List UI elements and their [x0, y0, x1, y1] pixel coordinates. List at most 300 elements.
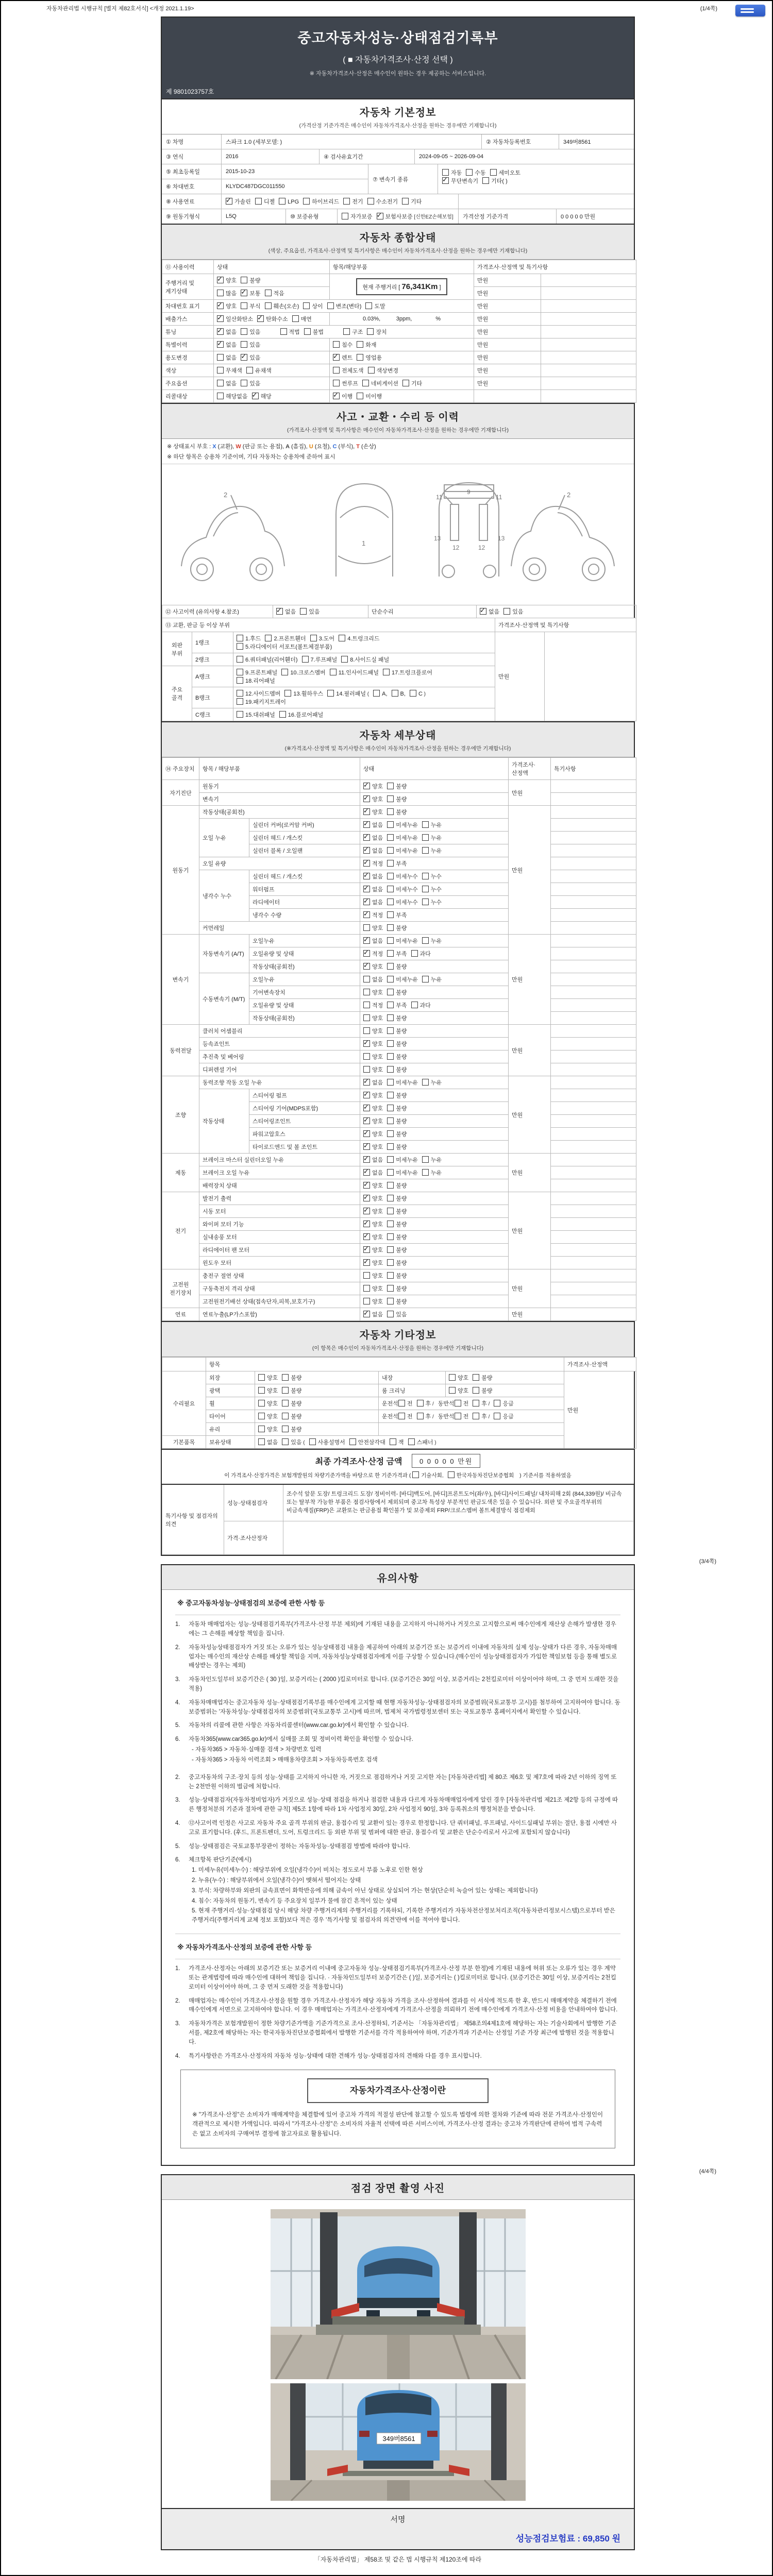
notice-item-text: 중고자동차의 구조·장치 등의 성능·상태를 고지하지 아니한 자, 거짓으로 점검하거나 거짓 고지한 자는 [자동차관리법] 제 80조 제6호 및 제7호에 따라 2년 이하의 징역 또는 2천만원 이하의 벌금에 처합니다.	[189, 1774, 617, 1790]
item-cell	[330, 377, 474, 390]
checkbox-option[interactable]: 14.필러패널 (	[327, 689, 369, 698]
checkbox-option[interactable]: 양호	[363, 1297, 383, 1306]
opinions-table	[162, 1485, 634, 1555]
checkbox-option-checked[interactable]: ✓ 양호	[363, 795, 383, 803]
rank-items	[233, 653, 495, 666]
checkbox-option[interactable]: 누유	[422, 846, 442, 855]
item-label: 배력장치 상태	[199, 1179, 360, 1192]
checkbox-option[interactable]: 부족	[387, 911, 407, 919]
notes-cell	[551, 832, 636, 844]
checkbox-icon	[363, 899, 370, 905]
checkbox-option[interactable]: 누유	[422, 1168, 442, 1177]
checkbox-option[interactable]: 화재	[357, 341, 376, 349]
checkbox-option[interactable]: 있음 (	[282, 1438, 305, 1446]
checkbox-option[interactable]: B,	[392, 690, 406, 697]
checkbox-option[interactable]: 불량	[387, 1272, 407, 1280]
checkbox-option-checked[interactable]: ✓ 보통	[241, 289, 260, 297]
checkbox-option[interactable]: 양호	[363, 1065, 383, 1074]
checkbox-option[interactable]: 불량	[387, 1246, 407, 1254]
price-cell: 만원	[509, 780, 551, 806]
price-cell: 만원	[474, 338, 541, 351]
checkbox-option[interactable]: 자가보증	[342, 212, 373, 221]
checkbox-icon	[363, 1272, 370, 1279]
car-diagram-area	[162, 464, 634, 605]
checkbox-option[interactable]: 있음	[503, 607, 523, 616]
checkbox-option[interactable]: 누수	[422, 898, 442, 906]
checkbox-option-checked[interactable]: ✓ 적정	[363, 911, 383, 919]
checkbox-option-checked[interactable]: ✓ 양호	[363, 808, 383, 816]
svg-text:11: 11	[436, 494, 443, 501]
checkbox-option[interactable]: 전기	[343, 197, 363, 206]
checkbox-option[interactable]: 적음	[265, 289, 284, 297]
checkbox-option[interactable]: 10.크로스멤버	[281, 668, 325, 676]
checkbox-option-checked[interactable]: ✓ 없음	[276, 607, 296, 616]
checkbox-option[interactable]: 15.대쉬패널	[237, 710, 275, 719]
checkbox-option-checked[interactable]: ✓ 없음	[363, 1310, 383, 1318]
checkbox-option[interactable]: 19.패키지트레이	[237, 698, 286, 706]
checkbox-option[interactable]: 불량	[387, 1220, 407, 1228]
checkbox-option[interactable]: 불량	[387, 1065, 407, 1074]
checkbox-option[interactable]: 불량	[387, 988, 407, 996]
checkbox-option-checked[interactable]: ✓ 양호	[363, 1091, 383, 1099]
checkbox-option-checked[interactable]: ✓ 가솔린	[226, 197, 251, 206]
checkbox-option[interactable]: 없음	[363, 975, 383, 984]
checkbox-option-checked[interactable]: ✓ 양호	[363, 1130, 383, 1138]
checkbox-option[interactable]: 미세누수	[387, 885, 418, 893]
checkbox-option-checked[interactable]: ✓ 보험사보증 [신한EZ손해보험]	[377, 212, 453, 221]
item-label: 타이로드엔드 및 볼 조인트	[249, 1141, 360, 1154]
checkbox-icon	[309, 1438, 316, 1445]
checkbox-option[interactable]: 미세누유	[387, 821, 418, 829]
checkbox-option-checked[interactable]: ✓ 양호	[363, 1207, 383, 1215]
checkbox-icon	[363, 1040, 370, 1047]
legend-code: X	[212, 444, 216, 450]
checkbox-option-checked[interactable]: ✓ 없음	[217, 328, 237, 336]
checkbox-option[interactable]: 운전석 전	[382, 1401, 413, 1407]
checkbox-option[interactable]: 양호	[363, 1014, 383, 1022]
checkbox-option[interactable]: 부식	[241, 302, 260, 310]
checkbox-icon	[408, 1438, 415, 1445]
empty-cell	[379, 1423, 564, 1436]
checkbox-option[interactable]: 미세누유	[387, 1156, 418, 1164]
checkbox-option-checked[interactable]: ✓ 없음	[363, 1156, 383, 1164]
item-label: 등속죠인트	[199, 1038, 360, 1050]
notice-item	[175, 1675, 620, 1694]
notices-subheader-b: ※ 자동차가격조사·산정의 보증에 관한 사항 등	[175, 1934, 620, 1959]
checkbox-option[interactable]: 불량	[387, 1053, 407, 1061]
checkbox-option[interactable]: 양호	[258, 1412, 278, 1420]
checkbox-option[interactable]: 불량	[387, 782, 407, 790]
checkbox-option[interactable]: 변조(변타)	[327, 302, 362, 310]
checkbox-icon	[387, 1272, 394, 1279]
checkbox-option[interactable]: 후 /	[417, 1399, 434, 1408]
checkbox-option[interactable]: 응급	[494, 1399, 513, 1408]
checkbox-option-checked[interactable]: ✓ 없음	[363, 834, 383, 842]
checkbox-option[interactable]: 불량	[282, 1425, 301, 1433]
checkbox-option[interactable]: A,	[373, 690, 387, 697]
checkbox-option[interactable]: 후 /	[473, 1399, 490, 1408]
checkbox-option[interactable]: 미이행	[357, 392, 382, 400]
checkbox-option[interactable]: 양호	[363, 1053, 383, 1061]
checkbox-option[interactable]: 한국자동차진단보증협회	[448, 1471, 514, 1479]
checkbox-option[interactable]: 양호	[258, 1425, 278, 1433]
checkbox-option-checked[interactable]: ✓ 양호	[363, 1246, 383, 1254]
price-cell: 만원	[564, 1371, 636, 1449]
price-cell: 만원	[474, 351, 541, 364]
checkbox-option[interactable]: 스패너 )	[408, 1438, 436, 1446]
checkbox-option[interactable]: 없음	[217, 353, 237, 362]
item-label: 추진축 및 베어링	[199, 1050, 360, 1063]
checkbox-icon	[257, 315, 264, 322]
checkbox-option[interactable]: 미세누유	[387, 834, 418, 842]
device-group-label: 조향	[162, 1076, 199, 1154]
checkbox-option[interactable]: 동반석 전	[438, 1414, 469, 1420]
checkbox-option[interactable]: 불량	[473, 1374, 492, 1382]
checkbox-option[interactable]: 불량	[387, 962, 407, 971]
checkbox-option[interactable]: 디젤	[255, 197, 275, 206]
checkbox-option[interactable]: 불량	[387, 924, 407, 932]
checkbox-option[interactable]: 17.트렁크플로어	[383, 668, 432, 676]
checkbox-option[interactable]: 양호	[363, 988, 383, 996]
checkbox-option[interactable]: 훼손(오손)	[265, 302, 299, 310]
checkbox-option-checked[interactable]: ✓ 탄화수소	[257, 315, 288, 323]
checkbox-option[interactable]: C )	[410, 690, 426, 697]
status-options	[214, 326, 474, 338]
rank-items	[233, 632, 495, 653]
notes-cell	[551, 1115, 636, 1128]
checkbox-option[interactable]: 수동	[466, 168, 485, 177]
checkbox-option-checked[interactable]: ✓ 양호	[217, 302, 237, 310]
checkbox-option-checked[interactable]: ✓ 이행	[333, 392, 352, 400]
final-price-label: 최종 가격조사·산정 금액	[315, 1458, 402, 1466]
checkbox-option[interactable]: 침수	[333, 341, 352, 349]
checkbox-option[interactable]: 후 /	[417, 1412, 434, 1420]
checkbox-option-checked[interactable]: ✓ 양호	[363, 1040, 383, 1048]
checkbox-option-checked[interactable]: ✓ 양호	[363, 1104, 383, 1112]
checkbox-icon	[387, 1053, 394, 1060]
checkbox-option-checked[interactable]: ✓ 일산화탄소	[217, 315, 253, 323]
checkbox-option[interactable]: 영업용	[357, 353, 382, 362]
checkbox-option[interactable]: LPG	[279, 198, 299, 205]
checkbox-option[interactable]: 기타	[402, 379, 422, 387]
checkbox-option[interactable]: 누유	[422, 834, 442, 842]
extra-info-table	[162, 1357, 636, 1449]
notice-item-text: 가격조사·산정자는 아래의 보증기간 또는 보증거리 이내에 중고자동차 성능·상태점검기록부(가격조사·산정 부분 한정)에 기재된 내용에 허위 또는 오류가 있는 경우 계약 또는 관계법령에 따라 매수인에 대하여 책임을 집니다. · 자동차인도일부터 보증기간은 ( )일, 보증거리는 ( )킬로미터로 합니다. (보증기간은 30일 이상, 보증거리는 2천킬로미터 이상이어야 하며, 그 중 먼저 도래한 것을 적용합니다)	[189, 1965, 616, 1990]
checkbox-option[interactable]: 기타( )	[482, 177, 508, 185]
checkbox-option[interactable]: 있음	[300, 607, 320, 616]
checkbox-option[interactable]: 4.트렁크리드	[339, 634, 379, 642]
checkbox-option[interactable]: 유채색	[246, 366, 272, 375]
checkbox-option[interactable]: 운전석 전	[382, 1414, 413, 1420]
checkbox-option[interactable]: 불량	[387, 1194, 407, 1202]
svg-text:13: 13	[498, 535, 505, 542]
item-cell	[330, 390, 474, 403]
checkbox-option[interactable]: 잭	[390, 1438, 404, 1446]
checkbox-option[interactable]: 무채색	[217, 366, 242, 375]
checkbox-icon	[363, 847, 370, 854]
checkbox-option[interactable]: 6.쿼터패널(리어휀더)	[237, 655, 298, 664]
checkbox-option[interactable]: 누유	[422, 1078, 442, 1087]
notes-cell	[551, 1076, 636, 1089]
checkbox-option[interactable]: 누유	[422, 937, 442, 945]
checkbox-option[interactable]: 누유	[422, 1156, 442, 1164]
checkbox-option[interactable]: 16.플로어패널	[279, 710, 323, 719]
checkbox-icon	[363, 1169, 370, 1176]
checkbox-icon	[387, 783, 394, 789]
checkbox-option[interactable]: 안전삼각대	[349, 1438, 385, 1446]
notes-cell	[551, 1102, 636, 1115]
checkbox-option[interactable]: 누유	[422, 821, 442, 829]
checkbox-option[interactable]: 미세누유	[387, 1078, 418, 1087]
checkbox-option[interactable]: 누수	[422, 872, 442, 880]
checkbox-option-checked[interactable]: ✓ 해당	[252, 392, 272, 400]
checkbox-option-checked[interactable]: ✓ 있음	[241, 353, 260, 362]
checkbox-option-checked[interactable]: ✓ 없음	[363, 937, 383, 945]
checkbox-icon	[387, 1014, 394, 1021]
notice-item-text: 자동차365(www.car365.go.kr)에서 실매물 조회 및 정비이력 확인을 확인할 수 있습니다. - 자동차365 > 자동차·실매물 검색 > 차량번호 입력 - 자동차365 > 자동차 이력조회 > 매매용차량조회 > 자동차등록번호 검색	[189, 1735, 620, 1766]
checkbox-option-checked[interactable]: ✓ 없음	[363, 1078, 383, 1087]
checkbox-option-checked[interactable]: ✓ 없음	[363, 846, 383, 855]
checkbox-option[interactable]: 수소전기	[367, 197, 398, 206]
status-options	[255, 1423, 379, 1436]
checkbox-option[interactable]: 양호	[363, 1284, 383, 1293]
checkbox-option[interactable]: 2.프론트휀더	[265, 634, 306, 642]
checkbox-option[interactable]: 과다	[411, 1001, 431, 1009]
field-transmission-label: ⑦ 변속기 종류	[368, 164, 438, 194]
checkbox-option[interactable]: 자동	[442, 168, 462, 177]
item-label: 충전구 절연 상태	[199, 1269, 360, 1282]
checkbox-option[interactable]: 미세누유	[387, 975, 418, 984]
checkbox-option[interactable]: 불량	[387, 1014, 407, 1022]
checkbox-option[interactable]: 불량	[387, 1233, 407, 1241]
checkbox-option[interactable]: 불량	[387, 1104, 407, 1112]
checkbox-icon	[387, 963, 394, 970]
checkbox-option[interactable]: 불량	[473, 1386, 492, 1395]
checkbox-option[interactable]: 적정	[363, 1001, 383, 1009]
status-options	[214, 313, 330, 326]
checkbox-option[interactable]: 응급	[494, 1412, 513, 1420]
notice-item-number: 2.	[175, 1774, 180, 1781]
checkbox-option[interactable]: 부족	[387, 1001, 407, 1009]
checkbox-option[interactable]: 미세누유	[387, 846, 418, 855]
price-cell: 만원	[474, 364, 541, 377]
checkbox-option-checked[interactable]: ✓ 적정	[363, 859, 383, 868]
checkbox-option[interactable]: 불량	[387, 1259, 407, 1267]
checkbox-option[interactable]: 양호	[258, 1386, 278, 1395]
checkbox-option[interactable]: 불량	[282, 1374, 301, 1382]
checkbox-option[interactable]: 3.도어	[310, 634, 334, 642]
checkbox-option[interactable]: 양호	[363, 1027, 383, 1035]
checkbox-option[interactable]: 없음	[258, 1438, 278, 1446]
checkbox-option[interactable]: 누유	[422, 975, 442, 984]
checkbox-icon	[387, 1066, 394, 1073]
checkbox-option[interactable]: 기타	[402, 197, 422, 206]
checkbox-option[interactable]: 장치	[367, 328, 386, 336]
checkbox-option[interactable]: 12.사이드멤버	[237, 689, 280, 698]
rank-label: 1랭크	[192, 632, 233, 653]
rank-items	[233, 687, 495, 708]
checkbox-option[interactable]: 불량	[387, 1297, 407, 1306]
status-options	[360, 1012, 509, 1025]
checkbox-icon	[387, 1221, 394, 1227]
checkbox-option-checked[interactable]: ✓ 없음	[363, 1168, 383, 1177]
checkbox-option-checked[interactable]: ✓ 없음	[363, 821, 383, 829]
checkbox-option[interactable]: 세미오토	[490, 168, 521, 177]
checkbox-icon	[265, 635, 272, 641]
checkbox-option-checked[interactable]: ✓ 양호	[363, 962, 383, 971]
checkbox-option[interactable]: 9.프론트패널	[237, 668, 277, 676]
checkbox-option[interactable]: 불량	[387, 1207, 407, 1215]
checkbox-option[interactable]: 기술사회,	[412, 1471, 443, 1479]
checkbox-option[interactable]: 사용설명서	[309, 1438, 345, 1446]
checkbox-icon	[363, 976, 370, 982]
checkbox-option[interactable]: 13.휠하우스	[284, 689, 323, 698]
checkbox-option-checked[interactable]: ✓ 적정	[363, 950, 383, 958]
checkbox-option[interactable]: 전체도색	[333, 366, 364, 375]
document-title: 중고자동차성능·상태점검기록부	[297, 30, 498, 46]
checkbox-option[interactable]: 1.후드	[237, 634, 261, 642]
checkbox-option[interactable]: 불량	[387, 1130, 407, 1138]
checkbox-option[interactable]: 양호	[449, 1374, 468, 1382]
final-note-prefix: 이 가격조사·산정가격은 보험개발원의 차량기준가액을 바탕으로 한 기준가격과 (	[224, 1472, 413, 1479]
checkbox-option[interactable]: 불량	[282, 1386, 301, 1395]
checkbox-option[interactable]: 5.라디에이터 서포트(볼트체결부품)	[237, 642, 332, 651]
checkbox-icon	[363, 886, 370, 892]
checkbox-option-checked[interactable]: ✓ 양호	[363, 1143, 383, 1151]
checkbox-option[interactable]: 네비게이션	[362, 379, 398, 387]
checkbox-option[interactable]: 8.사이드실 패널	[341, 655, 389, 664]
checkbox-option[interactable]: 있음	[241, 328, 260, 336]
checkbox-option-checked[interactable]: ✓ 양호	[363, 1181, 383, 1190]
checkbox-option[interactable]: 18.리어패널	[237, 676, 275, 685]
notice-item	[175, 1699, 620, 1717]
checkbox-option[interactable]: 과다	[411, 950, 431, 958]
checkbox-option[interactable]: 적법	[280, 328, 300, 336]
checkbox-option[interactable]: 해당없음	[217, 392, 248, 400]
checkbox-option-checked[interactable]: ✓ 양호	[363, 1117, 383, 1125]
checkbox-icon	[282, 1374, 289, 1381]
checkbox-option[interactable]: 하이브리드	[303, 197, 339, 206]
status-options	[214, 364, 330, 377]
checkbox-option[interactable]: 불량	[387, 1181, 407, 1190]
notice-item-text: 특기사항란은 가격조사·산정자의 자동차 성능·상태에 대한 견해가 성능·상태점검자의 견해와 다를 경우 표시합니다.	[189, 2053, 482, 2059]
field-vin-value: KLYDC487DGC011550	[221, 179, 368, 194]
checkbox-option[interactable]: 불량	[241, 276, 260, 284]
svg-text:13: 13	[434, 535, 441, 542]
checkbox-option[interactable]: 상이	[303, 302, 323, 310]
checkbox-option[interactable]: 많음	[217, 289, 237, 297]
checkbox-option-checked[interactable]: ✓ 양호	[363, 1259, 383, 1267]
checkbox-option[interactable]: 불량	[387, 1284, 407, 1293]
checkbox-icon	[411, 950, 418, 957]
checkbox-option[interactable]: 썬루프	[333, 379, 358, 387]
rank-label: B랭크	[192, 687, 233, 708]
checkbox-option-checked[interactable]: ✓ 없음	[480, 607, 499, 616]
checkbox-option[interactable]: 불량	[387, 1091, 407, 1099]
checkbox-option[interactable]: 미세누유	[387, 937, 418, 945]
item-label: 스티어링조인트	[249, 1115, 360, 1128]
checkbox-option[interactable]: 양호	[449, 1386, 468, 1395]
price-cell: 만원	[474, 326, 541, 338]
checkbox-option[interactable]: 불량	[387, 808, 407, 816]
checkbox-option[interactable]: 불량	[282, 1399, 301, 1408]
corner-blue-badge[interactable]	[735, 5, 765, 16]
checkbox-option-checked[interactable]: ✓ 양호	[363, 782, 383, 790]
photos-title: 점검 장면 촬영 사진	[350, 2183, 445, 2195]
checkbox-option[interactable]: 있음	[241, 341, 260, 349]
checkbox-icon	[330, 669, 337, 675]
checkbox-option-checked[interactable]: ✓ 양호	[363, 1220, 383, 1228]
checkbox-option[interactable]: 있음	[387, 1310, 407, 1318]
checkbox-option[interactable]: 불량	[387, 1027, 407, 1035]
checkbox-option[interactable]: 양호	[258, 1374, 278, 1382]
checkbox-icon	[258, 1387, 265, 1394]
checkbox-option[interactable]: 매연	[292, 315, 312, 323]
checkbox-option-checked[interactable]: ✓ 양호	[363, 1194, 383, 1202]
checkbox-option[interactable]: 후 /	[473, 1412, 490, 1420]
rank-items	[233, 708, 495, 721]
checkbox-option[interactable]: 미세누수	[387, 872, 418, 880]
checkbox-option[interactable]: 불량	[387, 1040, 407, 1048]
checkbox-option[interactable]: 없음	[217, 379, 237, 387]
checkbox-option[interactable]: 양호	[363, 1272, 383, 1280]
checkbox-option[interactable]: 부족	[387, 859, 407, 868]
notice-item	[175, 1796, 620, 1815]
photos-header	[162, 2175, 634, 2200]
checkbox-option[interactable]: 도말	[365, 302, 385, 310]
svg-text:12: 12	[478, 544, 485, 551]
car-diagram-top	[336, 484, 393, 577]
checkbox-option-checked[interactable]: ✓ 없음	[217, 341, 237, 349]
checkbox-icon	[339, 635, 345, 641]
checkbox-option[interactable]: 불량	[387, 1143, 407, 1151]
checkbox-icon	[300, 608, 307, 615]
notes-cell	[551, 1218, 636, 1231]
checkbox-option-checked[interactable]: ✓ 양호	[363, 1233, 383, 1241]
notes-cell	[541, 390, 636, 403]
checkbox-icon	[480, 608, 486, 615]
checkbox-option[interactable]: 부족	[387, 950, 407, 958]
checkbox-option[interactable]: 색상변경	[368, 366, 399, 375]
checkbox-option-checked[interactable]: ✓ 없음	[363, 898, 383, 906]
checkbox-option[interactable]: 불량	[387, 1117, 407, 1125]
signature-label: 서명	[390, 2515, 406, 2524]
checkbox-option[interactable]: 불법	[304, 328, 324, 336]
basic-info-subtitle: (가격산정 기준가격은 매수인이 자동차가격조사·산정을 원하는 경우에만 기재합니다)	[299, 123, 497, 129]
checkbox-option[interactable]: 구조	[343, 328, 363, 336]
checkbox-option[interactable]: 있음	[241, 379, 260, 387]
checkbox-option[interactable]: 누수	[422, 885, 442, 893]
checkbox-option[interactable]: 7.루프패널	[302, 655, 338, 664]
item-label: 실린더 헤드 / 개스킷	[249, 832, 360, 844]
checkbox-option[interactable]: 미세누수	[387, 898, 418, 906]
checkbox-option[interactable]: 미세누유	[387, 1168, 418, 1177]
checkbox-option[interactable]: 불량	[387, 795, 407, 803]
checkbox-option[interactable]: 동반석 전	[438, 1401, 469, 1407]
checkbox-icon	[363, 1195, 370, 1201]
checkbox-option-checked[interactable]: ✓ 렌트	[333, 353, 352, 362]
checkbox-option-checked[interactable]: ✓무단변속기	[442, 177, 478, 185]
notice-item-number: 6.	[175, 1857, 180, 1863]
checkbox-option[interactable]: 양호	[258, 1399, 278, 1408]
checkbox-option-checked[interactable]: ✓ 없음	[363, 885, 383, 893]
checkbox-option[interactable]: 11.인사이드패널	[330, 668, 379, 676]
checkbox-option[interactable]: 양호	[363, 924, 383, 932]
current-mileage-box: 현재 주행거리 [ 76,341Km ]	[356, 278, 447, 295]
checkbox-option-checked[interactable]: ✓ 없음	[363, 872, 383, 880]
checkbox-option-checked[interactable]: ✓양호	[217, 276, 237, 284]
checkbox-option[interactable]: 불량	[282, 1412, 301, 1420]
